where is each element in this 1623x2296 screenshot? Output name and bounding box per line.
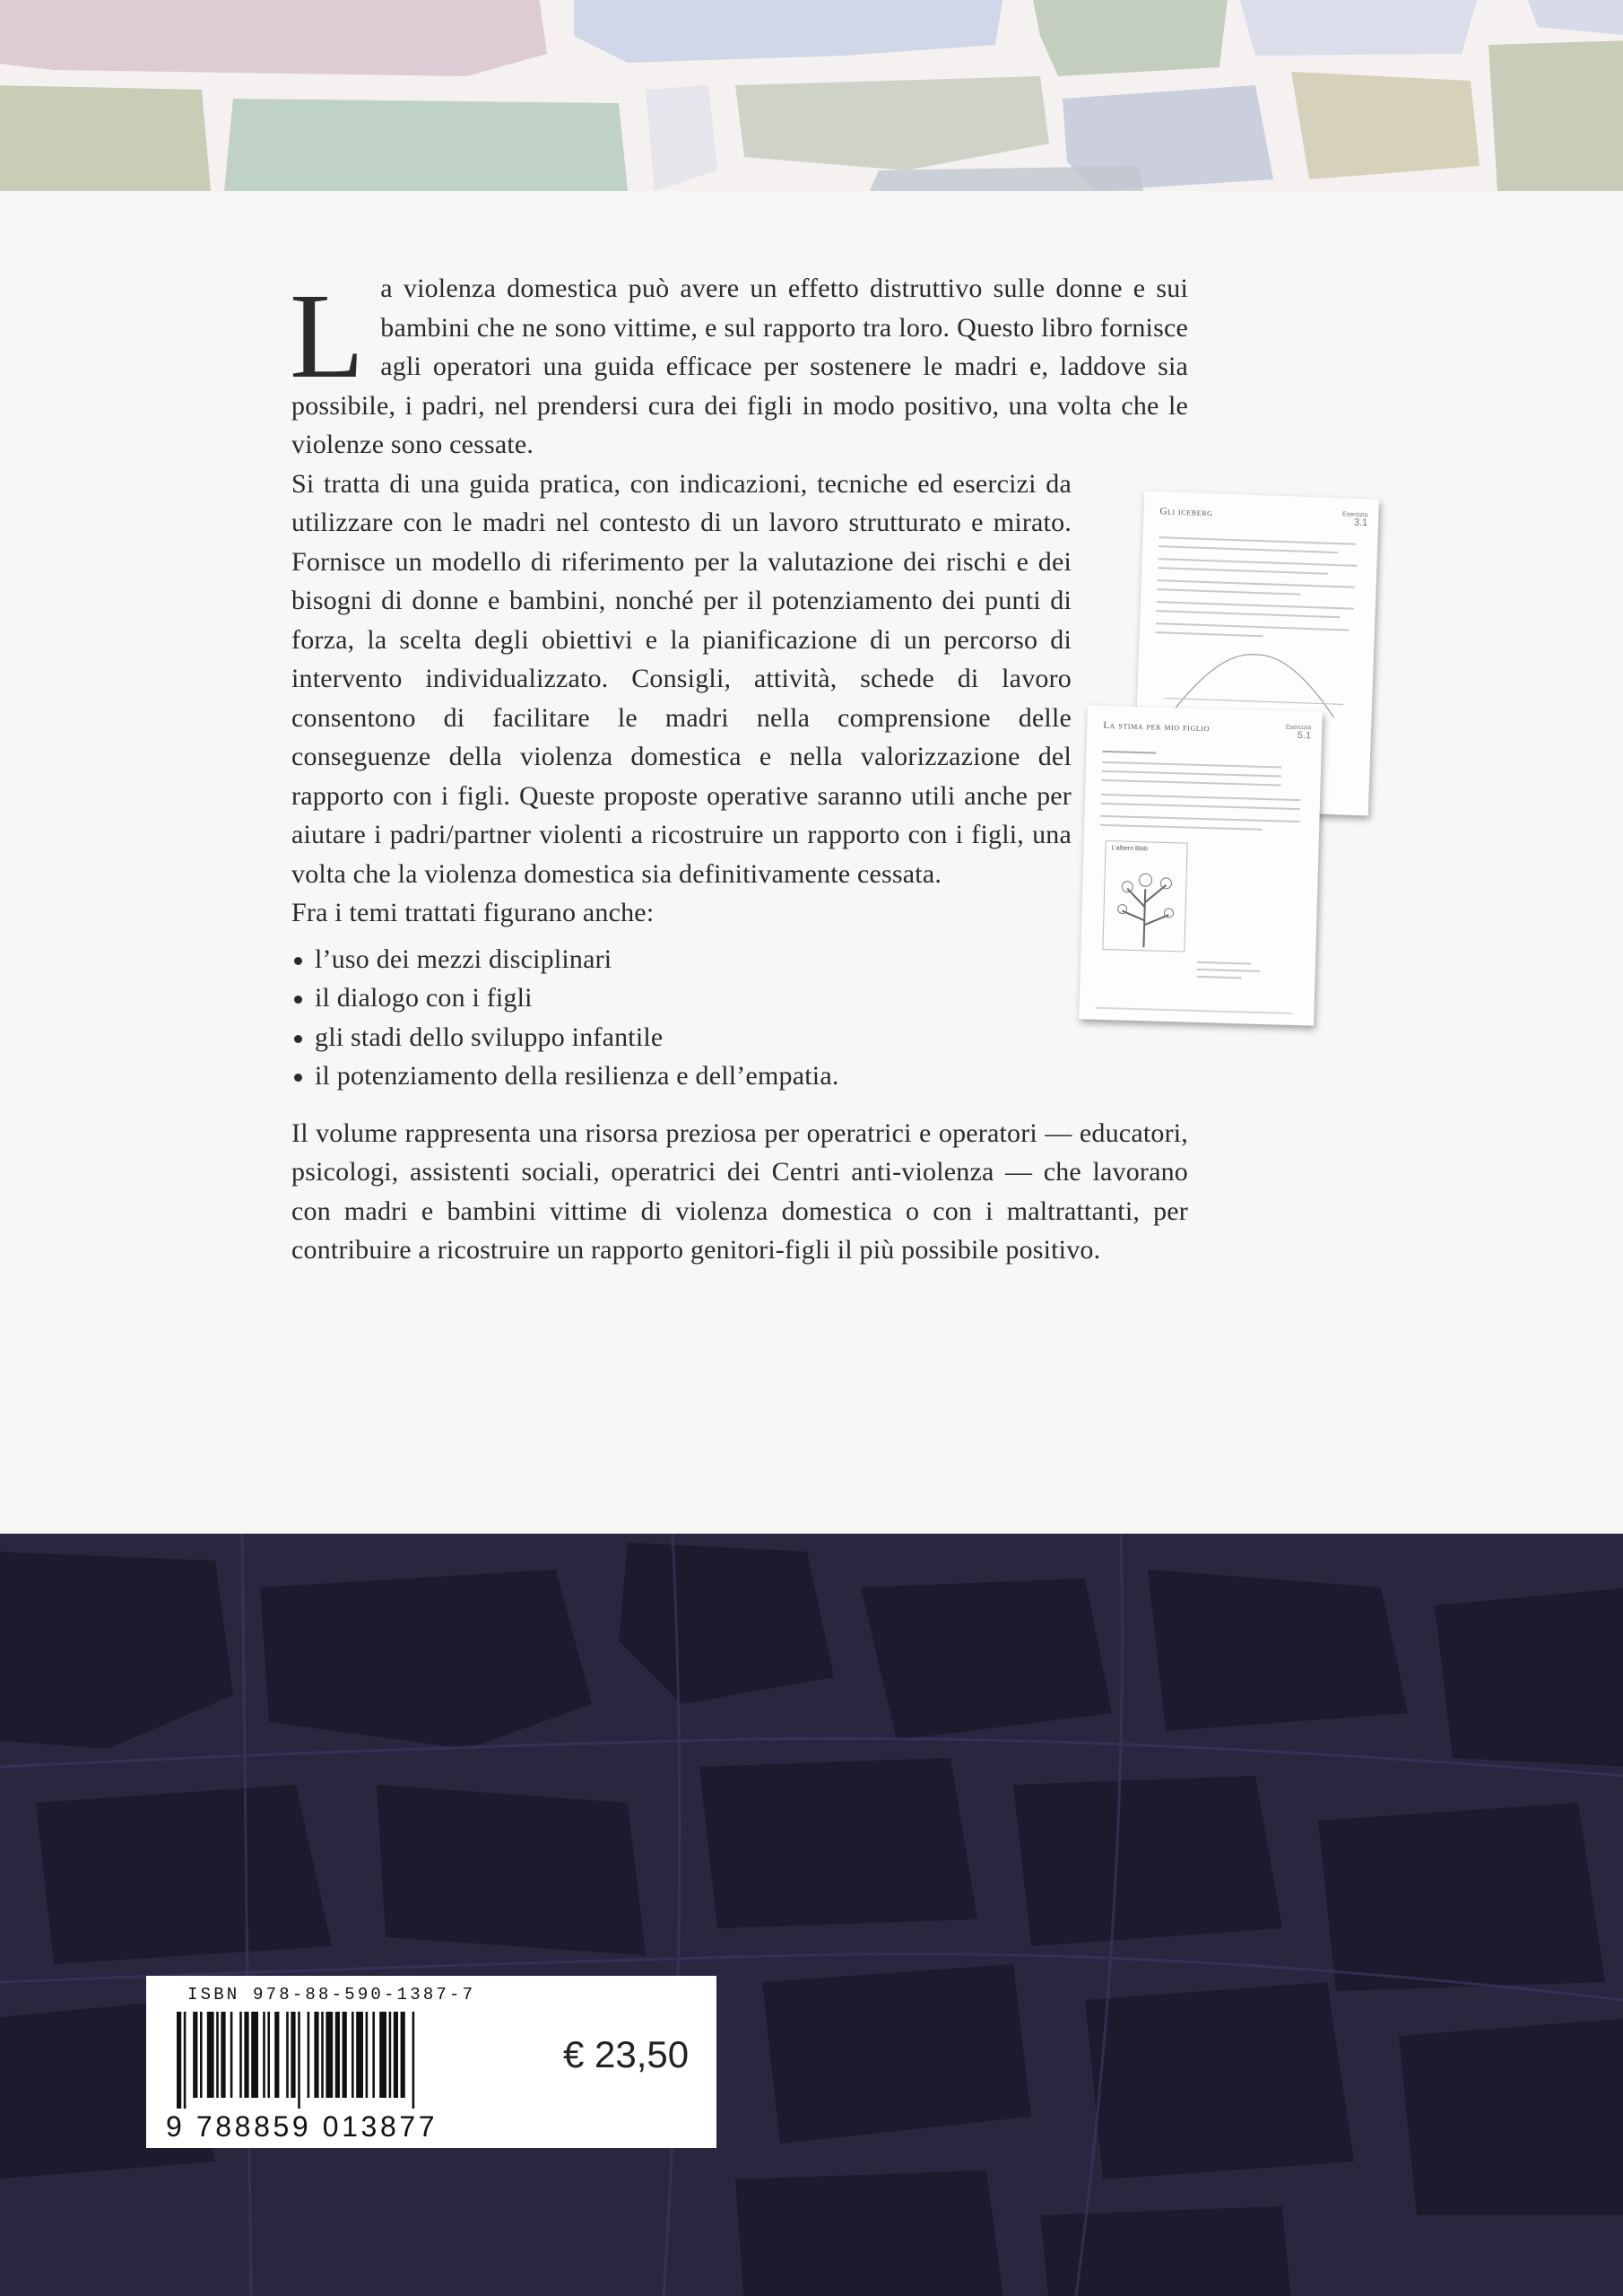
barcode-bar: [356, 2012, 363, 2098]
barcode-bar: [221, 2012, 225, 2098]
barcode-bar: [239, 2012, 242, 2098]
main-column: [291, 465, 1072, 1096]
barcode-bar: [325, 2012, 333, 2098]
tree-figure: L’albero Blob: [1102, 840, 1187, 952]
barcode-bar: [291, 2012, 295, 2098]
barcode-bar: [321, 2012, 324, 2098]
barcode-label: [146, 1976, 716, 2148]
barcode-bar: [401, 2012, 405, 2098]
themes-intro: Fra i temi trattati figurano anche:: [291, 898, 655, 927]
barcode-bar: [251, 2012, 258, 2098]
back-cover-blurb: [291, 269, 1188, 1270]
tree-drawing: [1103, 852, 1186, 952]
barcode-bar: [394, 2012, 398, 2098]
barcode-bar: [308, 2012, 310, 2098]
barcode-bar: [343, 2012, 347, 2098]
thumbnail-tag: Esercizio 3.1: [1341, 511, 1368, 529]
barcode-bar: [412, 2012, 415, 2109]
top-mosaic-band: [0, 0, 1623, 191]
barcode-bar: [286, 2012, 289, 2098]
barcode-icon: [166, 2012, 534, 2110]
barcode-bar: [335, 2012, 340, 2098]
thumbnail-tag: Esercizio 5.1: [1285, 724, 1312, 742]
barcode-bar: [193, 2012, 197, 2098]
barcode-bar: [379, 2012, 386, 2098]
list-item: il potenziamento della resilienza e dell’empatia.: [291, 1057, 1072, 1096]
worksheet-thumbnail-stima: [1079, 705, 1323, 1025]
price: € 23,50: [563, 2033, 690, 2075]
barcode-bar: [372, 2012, 375, 2098]
barcode-bar: [216, 2012, 219, 2098]
barcode-bar: [263, 2012, 265, 2098]
barcode-bar: [389, 2012, 392, 2098]
list-item: l’uso dei mezzi disciplinari: [291, 940, 1072, 979]
barcode-bar: [184, 2012, 187, 2109]
barcode-bar: [352, 2012, 354, 2098]
barcode-bar: [366, 2012, 369, 2098]
barcode-bar: [207, 2012, 214, 2098]
barcode-bar: [230, 2012, 233, 2098]
list-item: il dialogo con i figli: [291, 978, 1072, 1018]
bottom-mosaic-band: [0, 1534, 1623, 2296]
isbn-text: ISBN 978-88-590-1387-7: [187, 1985, 476, 2005]
list-item: gli stadi dello sviluppo infantile: [291, 1018, 1072, 1057]
intro-paragraph: [291, 269, 1188, 465]
thumbnail-title: Gli iceberg: [1159, 506, 1213, 519]
barcode-digits: 9 788859 013877: [166, 2110, 438, 2143]
barcode-bar: [200, 2012, 203, 2098]
audience-paragraph: Il volume rappresenta una risorsa preziosa per operatrici e operatori — educatori, psicologi, assistenti sociali, operatrici dei Centri anti-violenza — che lavorano con madri e bambini vittime di violenza domestica o con i maltrattanti, per contribuire a ricostruire un rapporto genitori-figli il più possibile positivo.: [291, 1118, 1188, 1265]
thumbnail-title: La stima per mio figlio: [1103, 719, 1211, 735]
barcode-bar: [177, 2012, 181, 2109]
drop-cap: L: [290, 269, 365, 404]
barcode-bar: [274, 2012, 279, 2098]
barcode-bar: [314, 2012, 318, 2098]
barcode-bar: [267, 2012, 270, 2098]
barcode-bar: [298, 2012, 300, 2109]
barcode-bar: [244, 2012, 248, 2098]
themes-list: [291, 940, 1072, 1096]
guide-description-paragraph: Si tratta di una guida pratica, con indicazioni, tecniche ed esercizi da utilizzare con le madri nel contesto di un lavoro strutturato e mirato. Fornisce un modello di riferimento per la valutazione dei rischi e dei bisogni di donne e bambini, nonché per il potenziamento dei punti di forza, la scelta degli obiettivi e la pianificazione di un percorso di intervento individualizzato. Consigli, attività, schede di lavoro consentono di facilitare le madri nella comprensione delle conseguenze della violenza domestica e nella valorizzazione del rapporto con i figli. Queste proposte operative saranno utili anche per aiutare i padri/partner violenti a ricostruire un rapporto con i figli, una volta che la violenza domestica sia definitivamente cessata.: [291, 468, 1072, 889]
intro-text: a violenza domestica può avere un effetto distruttivo sulle donne e sui bambini che ne sono vittime, e sul rapporto tra loro. Questo libro fornisce agli operatori una guida efficace per sostenere le madri e, laddove sia possibile, i padri, nel prendersi cura dei figli in modo positivo, una volta che le violenze sono cessate.: [291, 274, 1188, 459]
